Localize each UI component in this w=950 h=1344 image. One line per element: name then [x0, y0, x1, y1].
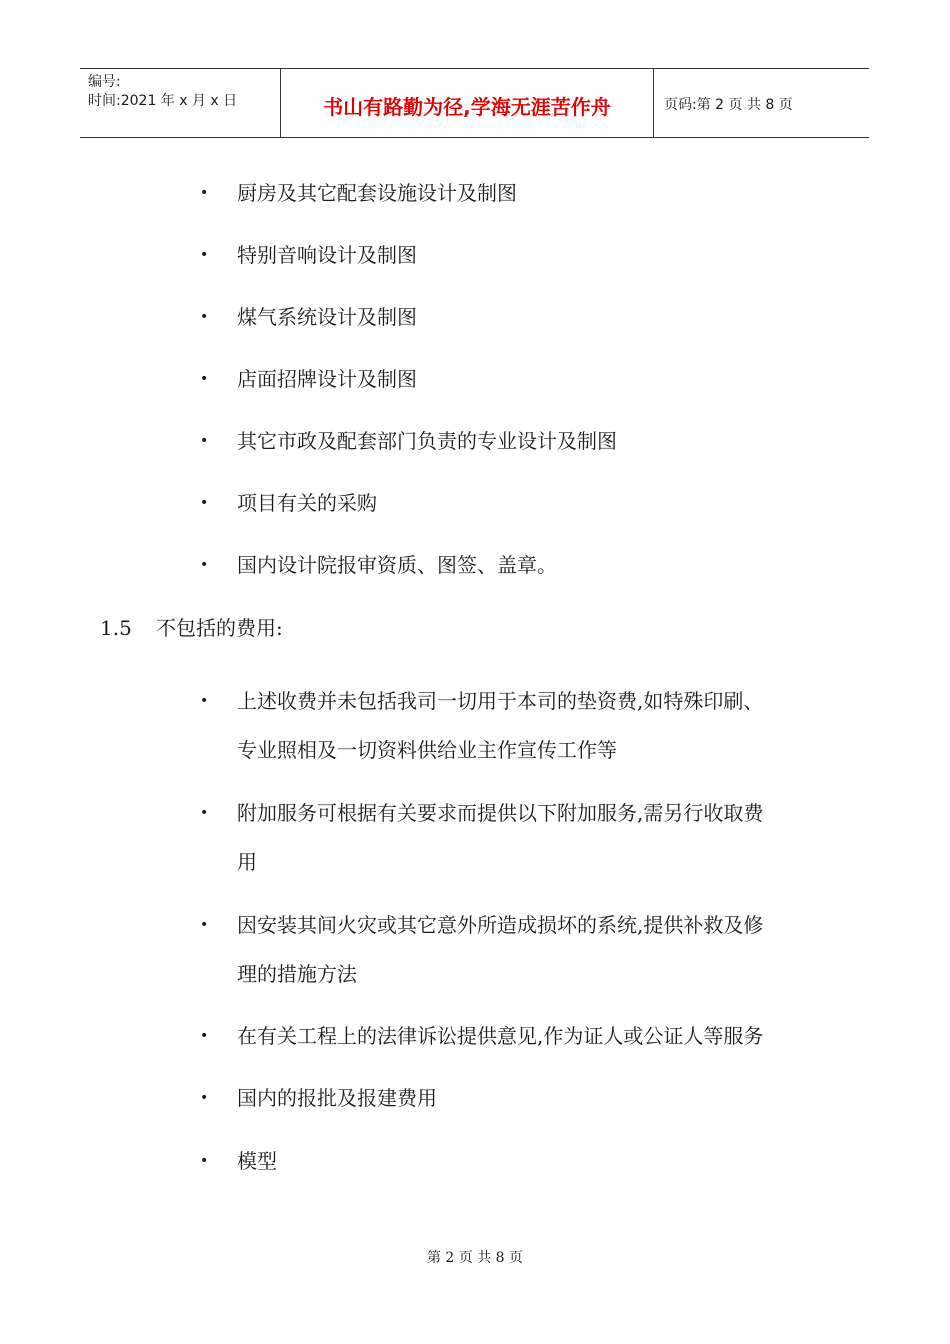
section-title: 不包括的费用:	[156, 616, 283, 640]
section-number: 1.5	[100, 616, 132, 640]
section-heading	[100, 614, 283, 642]
bullet-icon: •	[200, 557, 209, 573]
list-item-text: 专业照相及一切资料供给业主作宣传工作等	[237, 738, 617, 762]
bullet-icon: •	[200, 805, 209, 821]
list-item-text: 在有关工程上的法律诉讼提供意见,作为证人或公证人等服务	[237, 1024, 764, 1048]
bullet-icon: •	[200, 185, 209, 201]
page-footer: 第 2 页 共 8 页	[426, 1250, 524, 1266]
list-item-text: 附加服务可根据有关要求而提供以下附加服务,需另行收取费	[237, 801, 764, 825]
list-item-text: 上述收费并未包括我司一切用于本司的垫资费,如特殊印刷、	[237, 689, 764, 713]
bullet-icon: •	[200, 247, 209, 263]
list-item-text: 煤气系统设计及制图	[237, 305, 417, 329]
bullet-icon: •	[200, 1028, 209, 1044]
list-item-text: 店面招牌设计及制图	[237, 367, 417, 391]
list-item-text: 因安装其间火灾或其它意外所造成损坏的系统,提供补救及修	[237, 913, 764, 937]
header-left-cell	[80, 69, 281, 137]
bullet-icon: •	[200, 309, 209, 325]
bullet-icon: •	[200, 1153, 209, 1169]
bullet-icon: •	[200, 1090, 209, 1106]
bullet-icon: •	[200, 917, 209, 933]
list-item-text: 国内的报批及报建费用	[237, 1086, 437, 1110]
list-item-text: 其它市政及配套部门负责的专业设计及制图	[237, 429, 617, 453]
header-motto: 书山有路勤为径,学海无涯苦作舟	[281, 69, 654, 137]
list-item-text: 项目有关的采购	[237, 491, 377, 515]
bullet-icon: •	[200, 495, 209, 511]
bullet-icon: •	[200, 371, 209, 387]
list-item-text: 国内设计院报审资质、图签、盖章。	[237, 553, 557, 577]
header-page-info: 页码:第 2 页 共 8 页	[664, 97, 793, 113]
document-number-label: 编号:	[88, 74, 121, 90]
bullet-icon: •	[200, 433, 209, 449]
list-item-text: 理的措施方法	[237, 962, 357, 986]
list-item-text: 厨房及其它配套设施设计及制图	[237, 181, 517, 205]
list-item-text: 模型	[237, 1149, 277, 1173]
page-header	[80, 68, 869, 138]
bullet-icon: •	[200, 693, 209, 709]
document-time-label: 时间:2021 年 x 月 x 日	[88, 93, 238, 109]
list-item-text: 特别音响设计及制图	[237, 243, 417, 267]
list-item-text: 用	[237, 850, 257, 874]
